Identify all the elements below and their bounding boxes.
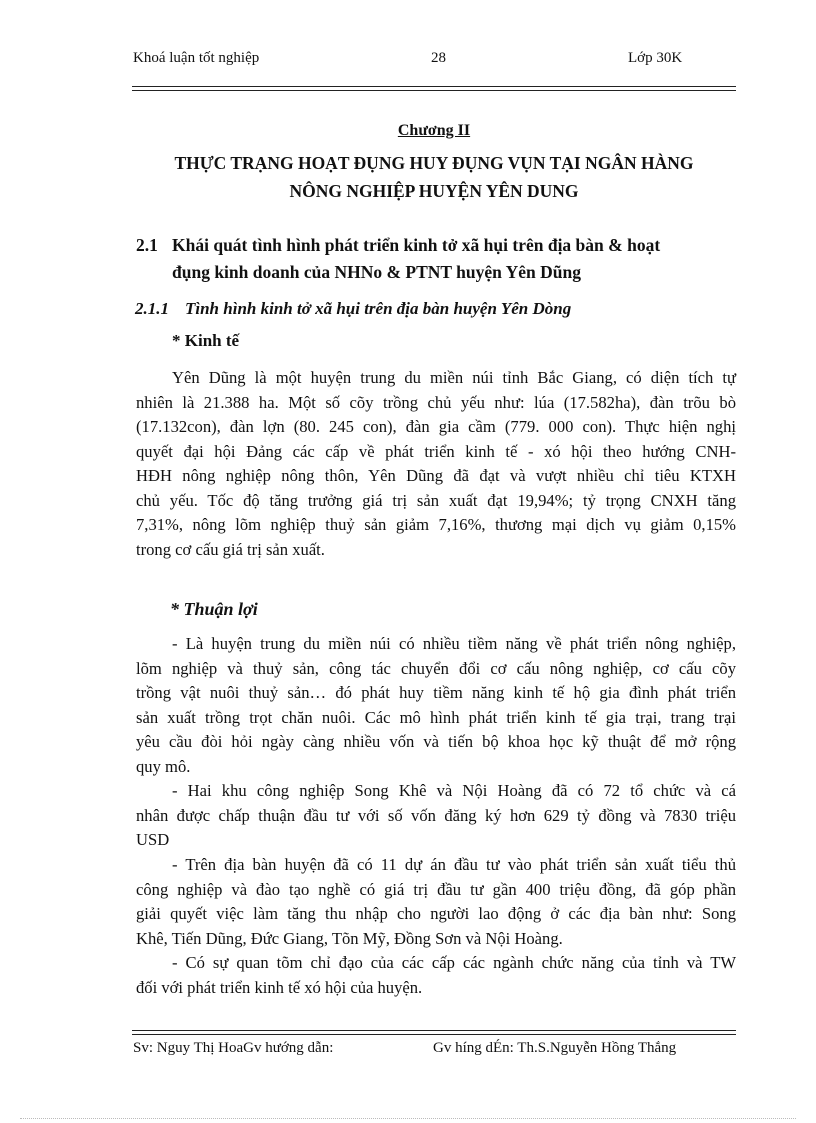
footer-rule [132,1034,736,1035]
paragraph-line: nhân được chấp thuận đầu tư với số vốn đăng ký hơn 629 tỷ đồng và 7830 triệu [136,805,736,825]
paragraph-line: - Hai khu công nghiệp Song Khê và Nội Hoàng đã có 72 tổ chức và cá [172,781,736,800]
chapter-title-line-2: NÔNG NGHIỆP HUYỆN YÊN DUNG [289,181,579,201]
advantage-item [136,853,736,951]
subsection-number: 2.1.1 [135,299,169,318]
section-title-line-1: Khái quát tình hình phát triển kinh tở xã hụi trên địa bàn & hoạt [172,235,661,255]
paragraph-line: quyết đại hội Đảng các cấp về phát triển kinh tế - xó hội theo hướng CNH- [136,441,736,461]
paragraph-line: giải quyết việc làm tăng thu nhập cho người lao động ở các địa bàn như: Song [136,904,736,923]
economy-label: * Kinh tế [172,331,240,350]
page-number: 28 [431,50,446,66]
paragraph-line: công nghiệp và đào tạo nghề có giá trị đầu tư gần 400 triệu đồng, đã góp phần [136,879,736,899]
paragraph-line: trồng vật nuôi thuỷ sản… đó phát huy tiềm năng kinh tế hộ gia đình phát triển [136,683,736,702]
paragraph-line: lõm nghiệp và thuỷ sản, công tác chuyển đổi cơ cấu nông nghiệp, cơ cấu cõy [136,658,736,678]
paragraph-line: sản xuất trồng trọt chăn nuôi. Các mô hình phát triển kinh tế gia trại, trang trại [136,707,736,727]
page-edge-dotted-line [20,1118,796,1119]
paragraph-line: yêu cầu đòi hỏi ngày càng nhiều vốn và tiến bộ khoa học kỹ thuật để mở rộng [136,732,736,751]
paragraph-line: Yên Dũng là một huyện trung du miền núi tỉnh Bắc Giang, có diện tích tự [172,368,736,387]
header-rule-thin [132,90,736,91]
paragraph-line: trong cơ cấu giá trị sản xuất. [136,539,325,559]
footer-rule-thin [132,1030,736,1031]
paragraph-line: Khê, Tiến Dũng, Đức Giang, Tõn Mỹ, Đồng Sơn và Nội Hoàng. [136,928,563,948]
subsection-heading [135,299,571,319]
paragraph-line: (17.132con), đàn lợn (80. 245 con), đàn gia cầm (779. 000 con). Thực hiện nghị [136,417,736,436]
header-document-title: Khoá luận tốt nghiệp [133,50,260,66]
paragraph-line: - Có sự quan tõm chỉ đạo của các cấp các ngành chức năng của tỉnh và TW [172,953,736,972]
paragraph-line: chủ yếu. Tốc độ tăng trưởng giá trị sản xuất đạt 19,94%; tỷ trọng CNXH tăng [136,490,736,510]
advantage-item [136,632,736,779]
paragraph-line: 7,31%, nông lõm nghiệp thuỷ sản giảm 7,16%, thương mại dịch vụ giảm 0,15% [136,515,736,534]
paragraph-line: - Là huyện trung du miền núi có nhiều tiềm năng về phát triển nông nghiệp, [172,634,736,653]
footer-advisor: Gv híng dÉn: Th.S.Nguyễn Hồng Thắng [433,1040,677,1056]
advantage-item [136,779,736,853]
advantage-item [136,951,736,1000]
subsection-title: Tình hình kinh tở xã hụi trên địa bàn huyện Yên Dòng [185,299,572,318]
advantages-label: * Thuận lợi [170,599,258,619]
paragraph-line: đối với phát triển kinh tế xó hội của huyện. [136,977,423,997]
header-rule [132,86,736,87]
chapter-label: Chương II [397,122,471,139]
paragraph-line: - Trên địa bàn huyện đã có 11 dự án đầu tư vào phát triển sản xuất tiểu thủ [172,855,736,874]
paragraph-line: HĐH nông nghiệp nông thôn, Yên Dũng đã đạt và vượt nhiều chỉ tiêu KTXH [136,466,736,485]
paragraph-line: USD [136,830,170,849]
paragraph-line: nhiên là 21.388 ha. Một số cõy trồng chủ yếu như: lúa (17.582ha), đàn trõu bò [136,392,736,412]
section-title-line-2: đụng kinh doanh của NHNo & PTNT huyện Yên Dũng [172,262,581,282]
header-class: Lớp 30K [628,50,683,66]
paragraph-line: quy mô. [136,756,191,776]
section-number: 2.1 [136,235,158,255]
footer-student: Sv: Nguy Thị HoaGv hướng dẫn: [133,1040,334,1056]
economy-paragraph [136,366,736,562]
chapter-title-line-1: THỰC TRẠNG HOẠT ĐỤNG HUY ĐỤNG VỤN TẠI NGÂN HÀNG [174,153,694,173]
